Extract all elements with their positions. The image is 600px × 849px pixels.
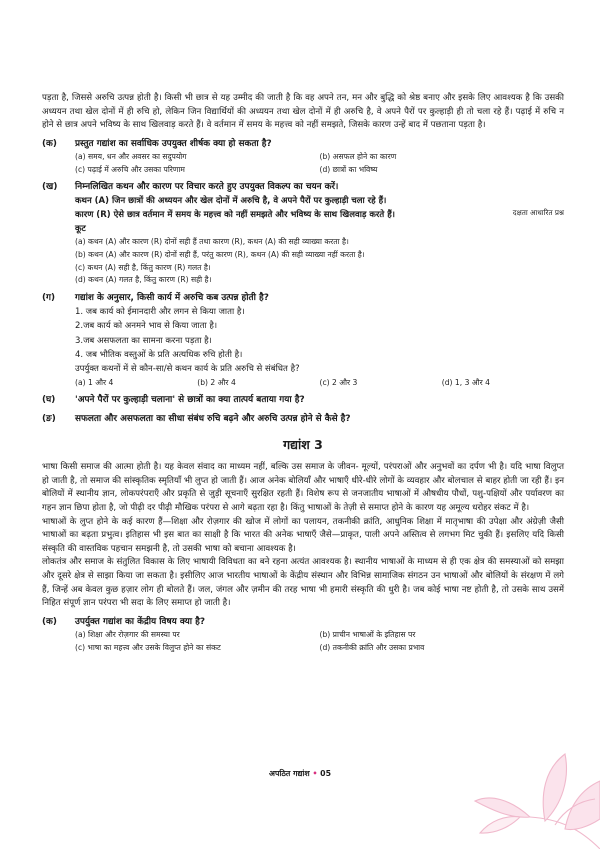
- list-item: 2.जब कार्य को अनमने भाव से किया जाता है।: [75, 321, 218, 332]
- option-a[interactable]: (a) 1 और 4: [75, 378, 114, 388]
- question-ka: [42, 138, 564, 152]
- passage-3-heading: गद्यांश 3: [283, 437, 323, 453]
- footer-dot: •: [312, 769, 318, 778]
- question-ga: [42, 292, 564, 306]
- option-d[interactable]: (d) तकनीकी क्रांति और उसका प्रभाव: [319, 642, 425, 652]
- question-text: प्रस्तुत गद्यांश का सर्वाधिक उपयुक्त शीर्षक क्या हो सकता है?: [75, 138, 272, 149]
- option-d[interactable]: (d) कथन (A) गलत है, किंतु कारण (R) सही है।: [75, 275, 212, 285]
- question-text: उपर्युक्त गद्यांश का केंद्रीय विषय क्या है?: [75, 616, 205, 627]
- option-a[interactable]: (a) शिक्षा और रोज़गार की समस्या पर: [75, 630, 180, 640]
- options-ga: [75, 376, 564, 389]
- competency-tag: दक्षता आधारित प्रश्न: [512, 208, 564, 218]
- option-c[interactable]: (c) 2 और 3: [319, 378, 358, 388]
- option-c[interactable]: (c) पढ़ाई में अरुचि और उसका परिणाम: [75, 164, 185, 174]
- assertion-statement: कथन (A) जिन छात्रों की अध्ययन और खेल दोनों में अरुचि है, वे अपने पैरों पर कुल्हाड़ी चला रहे हैं।: [75, 196, 387, 207]
- question-kha: [42, 181, 564, 195]
- question-number: (क): [42, 616, 57, 627]
- option-a[interactable]: (a) समय, धन और अवसर का सदुपयोग: [75, 152, 187, 162]
- list-item: 3.जब असफलता का सामना करना पड़ता है।: [75, 335, 212, 346]
- question-number: (क): [42, 138, 57, 149]
- question-text: निम्नलिखित कथन और कारण पर विचार करते हुए उपयुक्त विकल्प का चयन करें।: [75, 181, 339, 192]
- list-item: 4. जब भौतिक वस्तुओं के प्रति अत्यधिक रुचि होती है।: [75, 349, 243, 360]
- floral-decoration-icon: [470, 709, 600, 849]
- sub-question: उपर्युक्त कथनों में से कौन-सा/से कथन कार्य के प्रति अरुचि से संबंधित है?: [75, 364, 300, 375]
- passage-2-text: पड़ता है, जिससे अरुचि उत्पन्न होती है। किसी भी छात्र से यह उम्मीद की जाती है कि वह अपने तन, मन और बुद्धि को श्रेष्ठ बनाए और इसके लिए आवश्यक है कि उसकी अध्ययन तथा खेल दोनों में ही रुचि हो, लेकिन जिन विद्यार्थियों की अध्ययन तथा खेल दोनों में ही अरुचि है, वे अपने पैरों पर कुल्हाड़ी ही तो चला रहे हैं। पढ़ाई में रुचि न होने से छात्र अपने भविष्य के साथ खिलवाड़ करते हैं। वे वर्तमान में समय के महत्त्व को नहीं समझते, जिसके कारण उन्हें बाद में पछताना पड़ता है।: [42, 93, 564, 131]
- question-number: (ग): [42, 292, 56, 303]
- option-c[interactable]: (c) भाषा का महत्त्व और उसके विलुप्त होने का संकट: [75, 642, 221, 652]
- option-a[interactable]: (a) कथन (A) और कारण (R) दोनों सही हैं तथा कारण (R), कथन (A) की सही व्याख्या करता है।: [75, 237, 349, 247]
- passage-3-paragraph: भाषाओं के लुप्त होने के कई कारण हैं—शिक्षा और रोज़गार की खोज में लोगों का पलायन, तकनीकी क्रांति, आधुनिक शिक्षा में मातृभाषा की उपेक्षा और अंग्रेज़ी जैसी भाषाओं का बढ़ता प्रभुत्व। इतिहास भी इस बात का साक्षी है कि भारत की अनेक भाषाएँ जैसे—प्राकृत, पाली अपने अस्तित्व से लगभग मिट चुकी हैं। इसलिए यदि किसी संस्कृति की वास्तविक पहचान समझनी है, तो उसकी भाषा को बचाना आवश्यक है।: [42, 516, 564, 554]
- page-number: 05: [320, 769, 331, 778]
- page-content: [42, 92, 564, 654]
- option-b[interactable]: (b) 2 और 4: [197, 378, 236, 388]
- question-text: गद्यांश के अनुसार, किसी कार्य में अरुचि कब उत्पन्न होती है?: [75, 292, 269, 303]
- option-b[interactable]: (b) कथन (A) और कारण (R) दोनों सही हैं, परंतु कारण (R), कथन (A) की सही व्याख्या नहीं करता है।: [75, 249, 365, 259]
- footer-label: अपठित गद्यांश: [269, 769, 310, 778]
- question-number: (ख): [42, 181, 58, 192]
- question-text: सफलता और असफलता का सीधा संबंध रुचि बढ़ने और अरुचि उत्पन्न होने से कैसे है?: [75, 413, 351, 424]
- option-c[interactable]: (c) कथन (A) सही है, किंतु कारण (R) गलत है।: [75, 262, 211, 272]
- question-number: (घ): [42, 395, 56, 406]
- question-gha: [42, 394, 564, 408]
- options-kha: [75, 236, 564, 286]
- reason-statement: कारण (R) ऐसे छात्र वर्तमान में समय के महत्त्व को नहीं समझते और भविष्य के साथ खिलवाड़ करते हैं।: [75, 210, 395, 221]
- question-nga: [42, 413, 564, 427]
- code-label: कूट: [75, 224, 86, 235]
- option-d[interactable]: (d) 1, 3 और 4: [441, 378, 490, 388]
- question-number: (ङ): [42, 413, 56, 424]
- options-p3-ka: [75, 629, 564, 654]
- options-ka: [75, 151, 564, 176]
- option-b[interactable]: (b) प्राचीन भाषाओं के इतिहास पर: [319, 630, 416, 640]
- option-d[interactable]: (d) छात्रों का भविष्य: [319, 164, 378, 174]
- question-p3-ka: [42, 616, 564, 630]
- list-item: 1. जब कार्य को ईमानदारी और लगन से किया जाता है।: [75, 307, 245, 318]
- statement-list: [75, 305, 564, 376]
- question-text: 'अपने पैरों पर कुल्हाड़ी चलाना' से छात्रों का क्या तात्पर्य बताया गया है?: [75, 395, 305, 406]
- passage-3-paragraph: लोकतंत्र और समाज के संतुलित विकास के लिए भाषायी विविधता का बने रहना अत्यंत आवश्यक है। स्थानीय भाषाओं के माध्यम से ही एक क्षेत्र की समस्याओं को समझा और दूसरे क्षेत्र से साझा किया जा सकता है। इसीलिए आज भारतीय भाषाओं के केंद्रीय संस्थान और विभिन्न सामाजिक संगठन उन भाषाओं और बोलियों के संरक्षण में लगे हैं, जिन्हें अब केवल कुछ हज़ार लोग ही बोलते हैं। जल, जंगल और ज़मीन की तरह भाषा भी हमारी संस्कृति की धुरी है। जब कोई भाषा नष्ट होती है, तो उसके साथ उसमें निहित संपूर्ण ज्ञान परंपरा भी सदा के लिए समाप्त हो जाती है।: [42, 557, 564, 609]
- passage-3-paragraph: भाषा किसी समाज की आत्मा होती है। यह केवल संवाद का माध्यम नहीं, बल्कि उस समाज के जीवन- मूल्यों, परंपराओं और अनुभवों का दर्पण भी है। यदि भाषा विलुप्त हो जाती है, तो समाज की सांस्कृतिक स्मृतियाँ भी लुप्त हो जाती हैं। आज अनेक बोलियाँ और भाषाएँ धीरे-धीरे लोगों के व्यवहार और बोलचाल से बाहर होती जा रही हैं। इन बोलियों में स्थानीय ज्ञान, लोकपरंपराएँ और प्रकृति से जुड़ी सूचनाएँ सुरक्षित रहती हैं। विशेष रूप से जनजातीय भाषाओं में औषधीय पौधों, पशु-पक्षियों और पर्यावरण का गहन ज्ञान छिपा होता है, जो पीढ़ी दर पीढ़ी मौखिक परंपरा से आगे बढ़ता रहा है। किंतु भाषाओं के तेज़ी से समाप्त होने के कारण यह अमूल्य धरोहर संकट में है।: [42, 462, 564, 514]
- option-b[interactable]: (b) असफल होने का कारण: [319, 152, 397, 162]
